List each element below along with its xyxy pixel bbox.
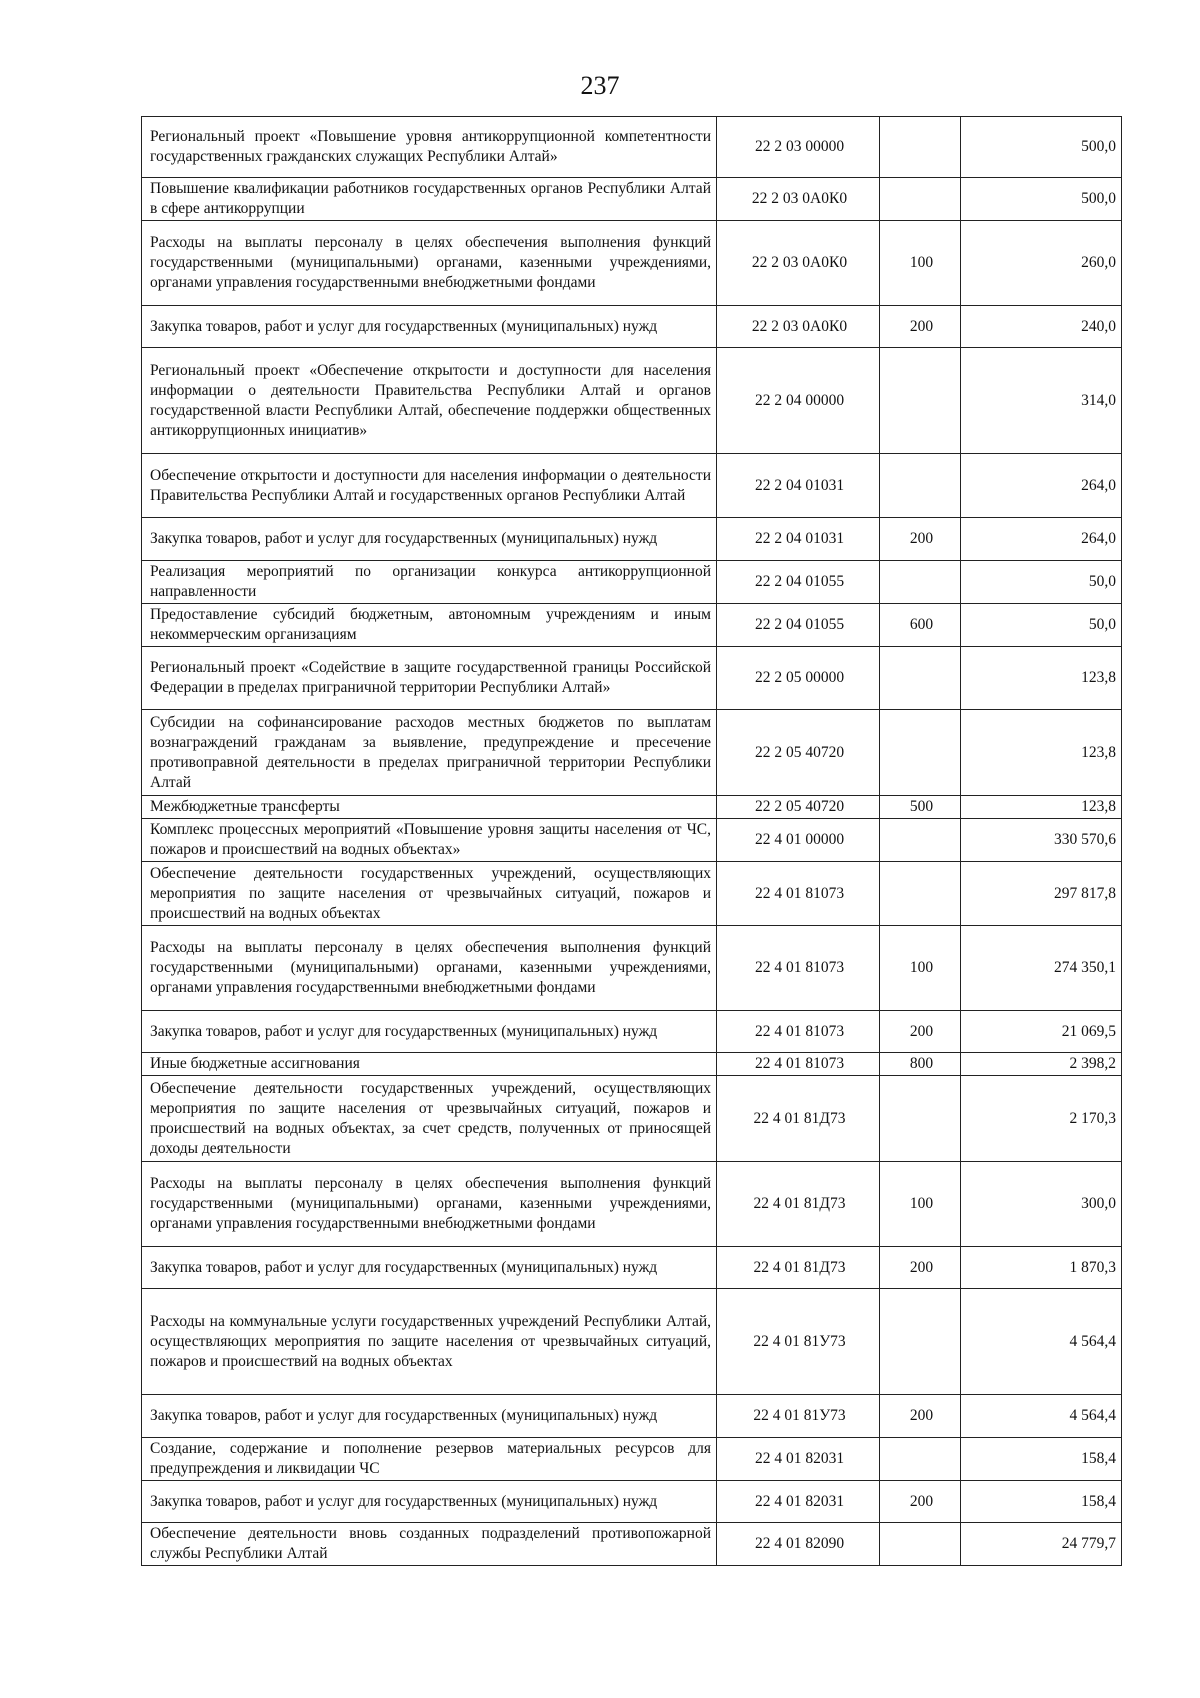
row-sum: 50,0 — [961, 604, 1122, 647]
row-sum: 123,8 — [961, 647, 1122, 710]
row-expense-type — [880, 348, 961, 454]
table-row — [142, 710, 1122, 796]
table-row — [142, 1247, 1122, 1289]
table-row — [142, 1438, 1122, 1481]
table-row — [142, 1395, 1122, 1438]
row-name: Расходы на выплаты персоналу в целях обеспечения выполнения функций государственными (муниципальными) органами, казенными учреждениями, органами управления государственными внебюджетными фондами — [142, 926, 717, 1011]
table-row — [142, 348, 1122, 454]
row-name: Региональный проект «Обеспечение открытости и доступности для населения информации о деятельности Правительства Республики Алтай и органов государственной власти Республики Алтай, обеспечение поддержки общественных антикоррупционных инициатив» — [142, 348, 717, 454]
row-name: Межбюджетные трансферты — [142, 796, 717, 819]
row-sum: 330 570,6 — [961, 819, 1122, 862]
row-expense-type — [880, 1289, 961, 1395]
row-sum: 500,0 — [961, 178, 1122, 221]
table-row — [142, 926, 1122, 1011]
table-row — [142, 819, 1122, 862]
row-code: 22 2 05 40720 — [717, 710, 880, 796]
row-code: 22 2 04 01031 — [717, 454, 880, 518]
row-code: 22 2 04 00000 — [717, 348, 880, 454]
row-code: 22 4 01 81У73 — [717, 1395, 880, 1438]
row-expense-type — [880, 1076, 961, 1162]
row-sum: 2 170,3 — [961, 1076, 1122, 1162]
row-name: Закупка товаров, работ и услуг для государственных (муниципальных) нужд — [142, 1481, 717, 1523]
table-row — [142, 796, 1122, 819]
row-name: Закупка товаров, работ и услуг для государственных (муниципальных) нужд — [142, 1011, 717, 1053]
row-expense-type: 200 — [880, 1011, 961, 1053]
row-name: Создание, содержание и пополнение резервов материальных ресурсов для предупреждения и ликвидации ЧС — [142, 1438, 717, 1481]
row-expense-type — [880, 710, 961, 796]
row-name: Закупка товаров, работ и услуг для государственных (муниципальных) нужд — [142, 1247, 717, 1289]
row-sum: 274 350,1 — [961, 926, 1122, 1011]
row-name: Обеспечение деятельности вновь созданных подразделений противопожарной службы Республики Алтай — [142, 1523, 717, 1566]
row-name: Обеспечение открытости и доступности для населения информации о деятельности Правительства Республики Алтай и государственных органов Республики Алтай — [142, 454, 717, 518]
row-sum: 21 069,5 — [961, 1011, 1122, 1053]
row-code: 22 2 05 40720 — [717, 796, 880, 819]
row-name: Закупка товаров, работ и услуг для государственных (муниципальных) нужд — [142, 306, 717, 348]
row-code: 22 4 01 81073 — [717, 926, 880, 1011]
row-sum: 2 398,2 — [961, 1053, 1122, 1076]
row-name: Комплекс процессных мероприятий «Повышение уровня защиты населения от ЧС, пожаров и происшествий на водных объектах» — [142, 819, 717, 862]
row-sum: 1 870,3 — [961, 1247, 1122, 1289]
row-sum: 50,0 — [961, 561, 1122, 604]
row-expense-type: 200 — [880, 1247, 961, 1289]
table-row — [142, 178, 1122, 221]
row-code: 22 2 05 00000 — [717, 647, 880, 710]
row-code: 22 4 01 82031 — [717, 1481, 880, 1523]
row-expense-type: 100 — [880, 221, 961, 306]
table-row — [142, 221, 1122, 306]
row-sum: 158,4 — [961, 1438, 1122, 1481]
table-row — [142, 1053, 1122, 1076]
row-code: 22 4 01 81У73 — [717, 1289, 880, 1395]
row-expense-type: 200 — [880, 1395, 961, 1438]
row-code: 22 4 01 82031 — [717, 1438, 880, 1481]
table-row — [142, 604, 1122, 647]
row-name: Реализация мероприятий по организации конкурса антикоррупционной направленности — [142, 561, 717, 604]
row-code: 22 2 03 0А0К0 — [717, 306, 880, 348]
row-name: Субсидии на софинансирование расходов местных бюджетов по выплатам вознаграждений гражданам за выявление, предупреждение и пресечение противоправной деятельности в пределах приграничной территории Республики Алтай — [142, 710, 717, 796]
table-row — [142, 1481, 1122, 1523]
row-code: 22 4 01 81073 — [717, 1053, 880, 1076]
table-row — [142, 1011, 1122, 1053]
table-row — [142, 1523, 1122, 1566]
row-expense-type: 200 — [880, 306, 961, 348]
table-row — [142, 862, 1122, 926]
row-name: Обеспечение деятельности государственных учреждений, осуществляющих мероприятия по защите населения от чрезвычайных ситуаций, пожаров и происшествий на водных объектах, за счет средств, полученных от приносящей доходы деятельности — [142, 1076, 717, 1162]
row-name: Расходы на выплаты персоналу в целях обеспечения выполнения функций государственными (муниципальными) органами, казенными учреждениями, органами управления государственными внебюджетными фондами — [142, 221, 717, 306]
row-expense-type — [880, 862, 961, 926]
row-code: 22 2 04 01055 — [717, 604, 880, 647]
table-row — [142, 518, 1122, 561]
row-code: 22 2 04 01031 — [717, 518, 880, 561]
row-expense-type: 500 — [880, 796, 961, 819]
row-name: Закупка товаров, работ и услуг для государственных (муниципальных) нужд — [142, 518, 717, 561]
row-expense-type: 100 — [880, 926, 961, 1011]
row-sum: 314,0 — [961, 348, 1122, 454]
row-expense-type — [880, 561, 961, 604]
row-sum: 264,0 — [961, 518, 1122, 561]
row-sum: 123,8 — [961, 796, 1122, 819]
row-expense-type — [880, 647, 961, 710]
row-code: 22 2 03 0А0К0 — [717, 221, 880, 306]
page-number: 237 — [580, 71, 620, 100]
row-sum: 300,0 — [961, 1162, 1122, 1247]
table-row — [142, 1162, 1122, 1247]
row-expense-type: 100 — [880, 1162, 961, 1247]
row-sum: 260,0 — [961, 221, 1122, 306]
row-sum: 4 564,4 — [961, 1395, 1122, 1438]
row-code: 22 2 03 0А0К0 — [717, 178, 880, 221]
row-sum: 123,8 — [961, 710, 1122, 796]
row-name: Региональный проект «Повышение уровня антикоррупционной компетентности государственных гражданских служащих Республики Алтай» — [142, 117, 717, 178]
table-row — [142, 1289, 1122, 1395]
row-code: 22 2 03 00000 — [717, 117, 880, 178]
row-expense-type — [880, 178, 961, 221]
row-code: 22 4 01 81Д73 — [717, 1247, 880, 1289]
row-code: 22 4 01 81073 — [717, 862, 880, 926]
row-sum: 240,0 — [961, 306, 1122, 348]
table-row — [142, 306, 1122, 348]
row-expense-type — [880, 1438, 961, 1481]
table-row — [142, 454, 1122, 518]
row-name: Региональный проект «Содействие в защите государственной границы Российской Федерации в пределах приграничной территории Республики Алтай» — [142, 647, 717, 710]
budget-table-body — [142, 117, 1122, 1566]
row-sum: 500,0 — [961, 117, 1122, 178]
row-name: Обеспечение деятельности государственных учреждений, осуществляющих мероприятия по защите населения от чрезвычайных ситуаций, пожаров и происшествий на водных объектах — [142, 862, 717, 926]
row-expense-type — [880, 819, 961, 862]
table-row — [142, 561, 1122, 604]
row-expense-type — [880, 1523, 961, 1566]
table-row — [142, 1076, 1122, 1162]
row-sum: 24 779,7 — [961, 1523, 1122, 1566]
row-code: 22 4 01 81Д73 — [717, 1076, 880, 1162]
row-code: 22 4 01 00000 — [717, 819, 880, 862]
row-sum: 158,4 — [961, 1481, 1122, 1523]
row-name: Предоставление субсидий бюджетным, автономным учреждениям и иным некоммерческим организациям — [142, 604, 717, 647]
row-name: Повышение квалификации работников государственных органов Республики Алтай в сфере антикоррупции — [142, 178, 717, 221]
row-code: 22 4 01 82090 — [717, 1523, 880, 1566]
table-row — [142, 647, 1122, 710]
row-sum: 297 817,8 — [961, 862, 1122, 926]
row-name: Расходы на выплаты персоналу в целях обеспечения выполнения функций государственными (муниципальными) органами, казенными учреждениями, органами управления государственными внебюджетными фондами — [142, 1162, 717, 1247]
row-expense-type — [880, 117, 961, 178]
row-name: Закупка товаров, работ и услуг для государственных (муниципальных) нужд — [142, 1395, 717, 1438]
row-code: 22 4 01 81Д73 — [717, 1162, 880, 1247]
row-expense-type: 200 — [880, 518, 961, 561]
table-row — [142, 117, 1122, 178]
row-expense-type — [880, 454, 961, 518]
row-sum: 264,0 — [961, 454, 1122, 518]
row-name: Расходы на коммунальные услуги государственных учреждений Республики Алтай, осуществляющих мероприятия по защите населения от чрезвычайных ситуаций, пожаров и происшествий на водных объектах — [142, 1289, 717, 1395]
row-sum: 4 564,4 — [961, 1289, 1122, 1395]
row-expense-type: 600 — [880, 604, 961, 647]
row-code: 22 2 04 01055 — [717, 561, 880, 604]
row-expense-type: 800 — [880, 1053, 961, 1076]
budget-table — [141, 116, 1122, 1566]
row-expense-type: 200 — [880, 1481, 961, 1523]
row-code: 22 4 01 81073 — [717, 1011, 880, 1053]
row-name: Иные бюджетные ассигнования — [142, 1053, 717, 1076]
